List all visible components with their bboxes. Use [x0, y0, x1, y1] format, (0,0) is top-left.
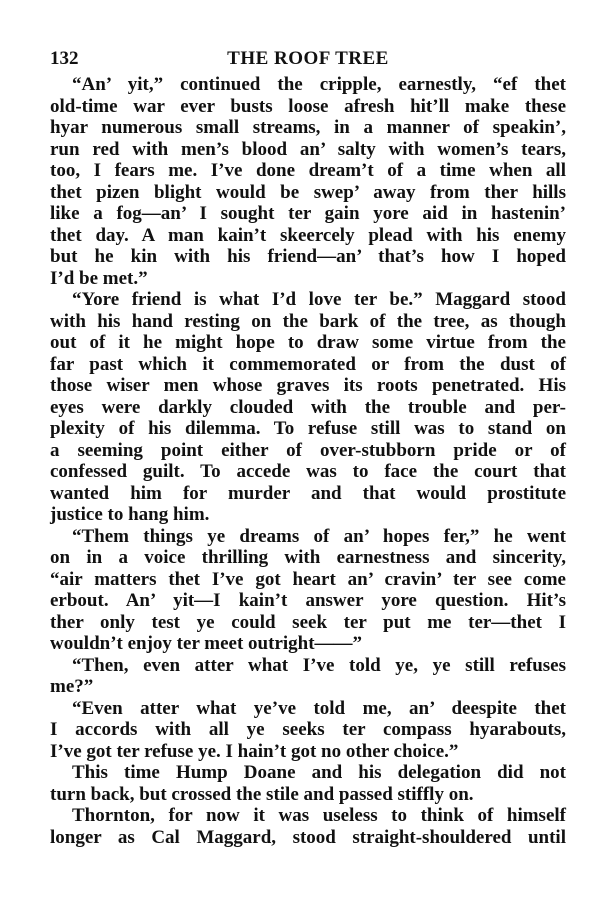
text-line: “Even atter what ye’ve told me, an’ deespite thet [72, 697, 566, 719]
body-text [50, 74, 566, 848]
text-line: wouldn’t enjoy ter meet outright——” [50, 633, 363, 654]
text-line: but he kin with his friend—an’ that’s how I hoped [50, 246, 566, 267]
text-line: I’ve got ter refuse ye. I hain’t got no other choice.” [50, 740, 459, 762]
text-line: I’d be met.” [50, 267, 148, 289]
text-line: erbout. An’ yit—I kain’t answer yore question. Hit’s [50, 590, 566, 611]
book-page [50, 44, 566, 848]
text-line: plexity of his dilemma. To refuse still was to stand on [50, 418, 566, 439]
text-line: “An’ yit,” continued the cripple, earnestly, “ef thet [72, 74, 566, 95]
text-line: far past which it commemorated or from the dust of [50, 353, 566, 375]
text-line: Thornton, for now it was useless to think of himself [72, 805, 566, 826]
text-line: like a fog—an’ I sought ter gain yore aid in hastenin’ [50, 203, 566, 224]
page-number: 132 [50, 48, 79, 69]
page-header [50, 44, 566, 74]
text-line: those wiser men whose graves its roots penetrated. His [50, 375, 566, 396]
text-line: turn back, but crossed the stile and passed stiffly on. [50, 783, 474, 805]
text-line: confessed guilt. To accede was to face the court that [50, 461, 566, 482]
text-line: I accords with all ye seeks ter compass hyarabouts, [50, 719, 566, 740]
text-line: with his hand resting on the bark of the tree, as though [50, 310, 566, 332]
text-line: “air matters thet I’ve got heart an’ cravin’ ter see come [50, 568, 566, 590]
text-line: me?” [50, 676, 94, 697]
text-line: thet pizen blight would be swep’ away from ther hills [50, 181, 566, 203]
text-line: “Then, even atter what I’ve told ye, ye still refuses [72, 654, 566, 676]
text-line: out of it he might hope to draw some virtue from the [50, 332, 566, 353]
text-line: hyar numerous small streams, in a manner of speakin’, [50, 117, 566, 138]
text-line: a seeming point either of over-stubborn pride or of [50, 439, 566, 461]
text-line: This time Hump Doane and his delegation did not [72, 762, 566, 783]
text-line: “Yore friend is what I’d love ter be.” Maggard stood [72, 289, 566, 310]
text-line: too, I fears me. I’ve done dream’t of a time when all [50, 160, 566, 181]
text-line: ther only test ye could seek ter put me ter—thet I [50, 611, 566, 633]
text-line: run red with men’s blood an’ salty with women’s tears, [50, 138, 566, 160]
text-line: justice to hang him. [50, 504, 210, 525]
text-line: wanted him for murder and that would prostitute [50, 482, 566, 504]
text-line: “Them things ye dreams of an’ hopes fer,” he went [72, 525, 566, 547]
text-line: eyes were darkly clouded with the trouble and per- [50, 396, 566, 418]
text-line: on in a voice thrilling with earnestness and sincerity, [50, 547, 566, 568]
text-line: longer as Cal Maggard, stood straight-shouldered until [50, 826, 566, 848]
running-head: THE ROOF TREE [227, 48, 389, 69]
text-line: thet day. A man kain’t skeercely plead with his enemy [50, 224, 566, 246]
text-line: old-time war ever busts loose afresh hit’ll make these [50, 95, 566, 117]
